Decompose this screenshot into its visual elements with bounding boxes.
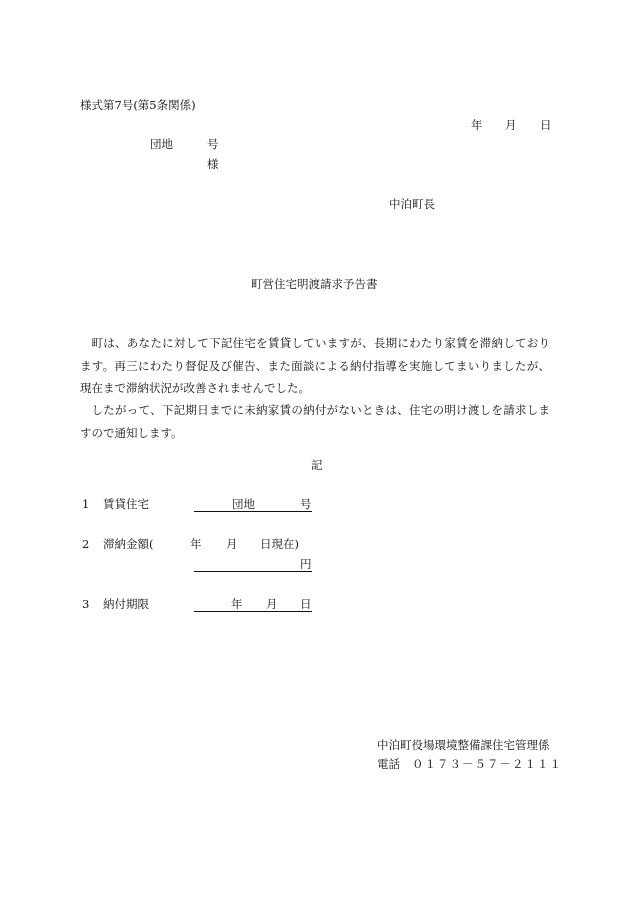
item-yen: 円 xyxy=(300,557,312,571)
item-year: 年 xyxy=(231,597,243,611)
form-number: 様式第7号(第5条関係) xyxy=(80,98,196,112)
item-estate: 団地 xyxy=(232,497,255,511)
contact-office: 中泊町役場環境整備課住宅管理係 xyxy=(377,738,550,752)
item-year: 年 xyxy=(190,537,202,551)
document-title: 町営住宅明渡請求予告書 xyxy=(251,277,378,291)
item-number: 2 xyxy=(82,537,90,551)
addressee-number: 号 xyxy=(207,137,219,151)
date-day: 日 xyxy=(540,118,552,132)
item-underline xyxy=(194,557,312,572)
item-number: 1 xyxy=(82,497,90,511)
item-month: 月 xyxy=(226,537,238,551)
item-label: 納付期限 xyxy=(103,597,149,611)
date-month: 月 xyxy=(505,118,517,132)
addressee-estate: 団地 xyxy=(150,137,173,151)
addressee-honorific: 様 xyxy=(207,157,219,171)
item-number: 3 xyxy=(82,597,90,611)
body-paragraph-1: 町は、あなたに対して下記住宅を賃貸していますが、長期にわたり家賃を滞納しております。再三にわたり督促及び催告、また面談による納付指導を実施してまいりましたが、現在まで滞納状況が改善されませんでした。 xyxy=(80,336,550,395)
body-paragraph-2: したがって、下記期日までに未納家賃の納付がないときは、住宅の明け渡しを請求しますので通知します。 xyxy=(80,403,550,440)
item-label: 賃貸住宅 xyxy=(103,497,149,511)
item-label: 滞納金額( xyxy=(103,537,154,551)
item-unit-number: 号 xyxy=(300,497,312,511)
item-day: 日 xyxy=(300,597,312,611)
contact-phone: ０１７３－５７－２１１１ xyxy=(412,757,562,771)
item-as-of: 日現在) xyxy=(260,537,299,551)
contact-phone-label: 電話 xyxy=(377,757,400,771)
sender: 中泊町長 xyxy=(389,197,435,211)
ki-heading: 記 xyxy=(311,458,323,472)
item-underline xyxy=(194,597,312,612)
date-year: 年 xyxy=(471,118,483,132)
item-month: 月 xyxy=(266,597,278,611)
